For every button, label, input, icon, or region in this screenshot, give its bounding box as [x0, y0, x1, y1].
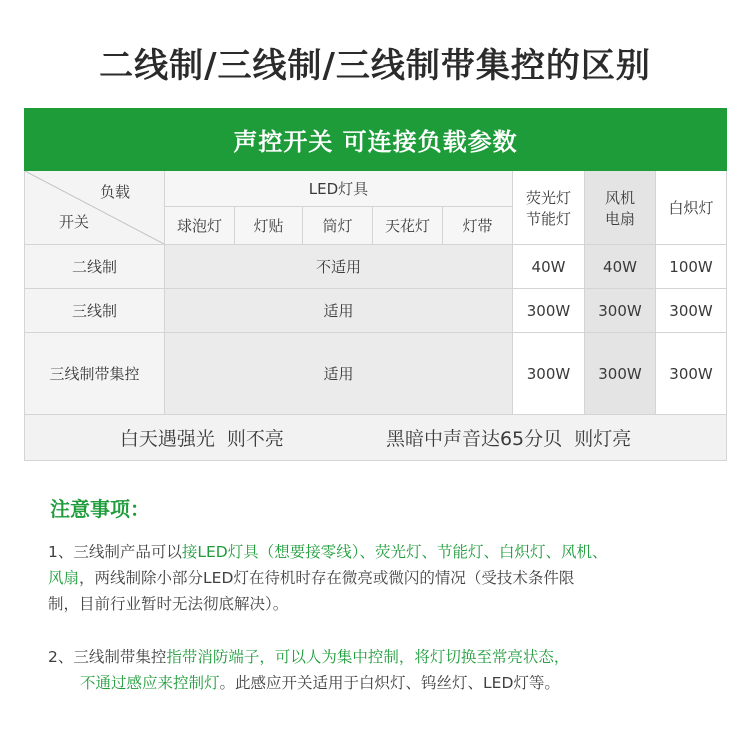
note-2-text-2: 。此感应开关适用于白炽灯、钨丝灯、LED灯等。 [219, 674, 560, 692]
led-subtype-strip: 灯带 [443, 207, 513, 245]
fan-header [585, 171, 656, 245]
table-row [25, 245, 727, 289]
fan-value: 300W [585, 289, 656, 333]
fluorescent-header-line1: 荧光灯 [525, 188, 571, 207]
note-1-text-2: ，两线制除小部分LED灯在待机时存在微亮或微闪的情况（受技术条件限 [79, 569, 575, 587]
note-2-line-2 [48, 670, 728, 696]
led-header: LED灯具 [165, 171, 513, 207]
notes-title: 注意事项： [50, 497, 150, 521]
note-1-prefix: 1、三线制产品可以 [48, 543, 182, 561]
note-1-highlight: 接LED灯具（想要接零线）、荧光灯、节能灯、白炽灯、风机、 [181, 543, 608, 561]
footer-daylight-text: 白天遇强光 则不亮 [119, 428, 284, 450]
fan-header-line1: 风机 [604, 188, 635, 207]
led-subtype-downlight: 筒灯 [303, 207, 373, 245]
incandescent-value: 300W [656, 289, 727, 333]
row-label: 二线制 [25, 245, 165, 289]
note-2-prefix: 2、三线制带集控 [48, 648, 167, 666]
load-parameter-table [24, 108, 727, 461]
fluorescent-value: 300W [513, 333, 585, 415]
table-row [25, 289, 727, 333]
incandescent-value: 300W [656, 333, 727, 415]
table-row [25, 333, 727, 415]
note-1-line-3: 制，目前行业暂时无法彻底解决）。 [48, 595, 289, 613]
led-subtype-ceiling: 天花灯 [373, 207, 443, 245]
led-value: 适用 [165, 333, 513, 415]
corner-load-label: 负载 [99, 183, 130, 201]
led-value: 不适用 [165, 245, 513, 289]
fluorescent-value: 300W [513, 289, 585, 333]
fan-header-line2: 电扇 [604, 209, 635, 228]
note-2-highlight-2: 不通过感应来控制灯 [80, 674, 220, 692]
note-1-highlight-2: 风扇 [48, 569, 80, 587]
fan-value: 40W [585, 245, 656, 289]
page-title: 二线制/三线制/三线制带集控的区别 [99, 46, 651, 86]
incandescent-header: 白炽灯 [656, 171, 727, 245]
footer-dark-text: 黑暗中声音达65分贝 则灯亮 [385, 428, 632, 450]
note-item-2 [48, 644, 728, 696]
note-2-highlight: 指带消防端子，可以人为集中控制，将灯切换至常亮状态， [166, 648, 570, 666]
corner-header-cell [25, 171, 165, 245]
row-label: 三线制 [25, 289, 165, 333]
fan-value: 300W [585, 333, 656, 415]
note-1-line-2 [48, 565, 728, 591]
note-2-line-1 [48, 644, 728, 670]
table-footer [25, 415, 727, 461]
note-1-line-1 [48, 539, 728, 565]
led-value: 适用 [165, 289, 513, 333]
table-banner: 声控开关 可连接负载参数 [25, 109, 727, 171]
led-subtype-bulb: 球泡灯 [165, 207, 235, 245]
fluorescent-value: 40W [513, 245, 585, 289]
led-subtype-patch: 灯贴 [235, 207, 303, 245]
fluorescent-header-line2: 节能灯 [525, 209, 571, 228]
row-label: 三线制带集控 [25, 333, 165, 415]
diagonal-line-icon [25, 171, 164, 244]
incandescent-value: 100W [656, 245, 727, 289]
note-item-1 [48, 539, 728, 617]
fluorescent-header [513, 171, 585, 245]
corner-switch-label: 开关 [59, 213, 90, 231]
